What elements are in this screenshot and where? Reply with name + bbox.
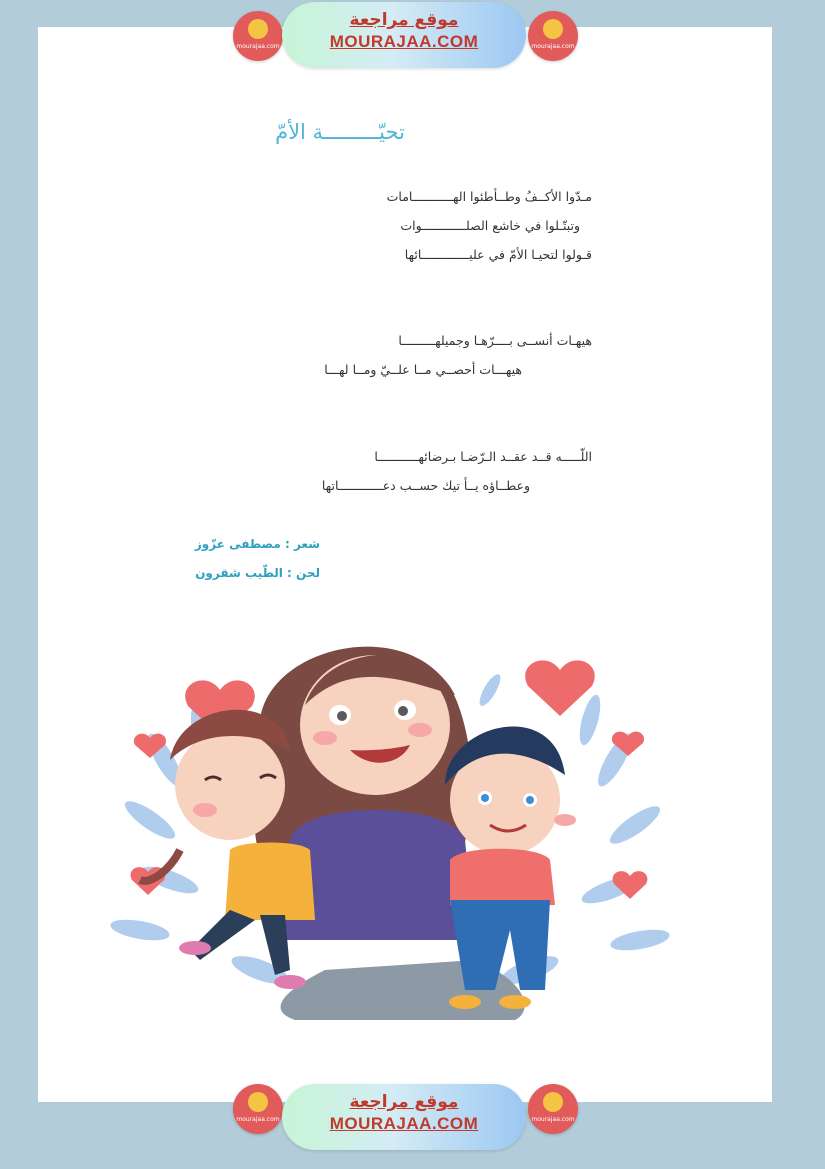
- site-name-latin[interactable]: MOURAJAA.COM: [329, 32, 479, 51]
- site-name-arabic[interactable]: موقع مراجعة: [349, 1092, 459, 1112]
- stanza-3: [250, 442, 592, 500]
- composer-credit: لحن : الطّيب شقرون: [195, 566, 320, 580]
- poet-credit: شعر : مصطفى عزّوز: [194, 537, 320, 551]
- verse-line: هيهـــات أحصــي مــا علــيّ ومــا لهـــا: [324, 362, 522, 377]
- site-logo-left-icon: mourajaa.com: [233, 11, 283, 61]
- verse-line: وعطــاؤه يــأ تيك حســب دعــــــــــــاتها: [321, 478, 530, 493]
- site-banner-bottom[interactable]: [282, 1084, 526, 1150]
- site-name-arabic[interactable]: موقع مراجعة: [349, 10, 459, 30]
- verse-line: قـولوا لتحيـا الأمّ في عليـــــــــــــائها: [404, 247, 592, 262]
- stanza-2: [250, 326, 592, 384]
- site-logo-right-icon: mourajaa.com: [528, 1084, 578, 1134]
- site-name-latin[interactable]: MOURAJAA.COM: [329, 1114, 479, 1133]
- verse-line: مـدّوا الأكــفُ وطــأطئوا الهـــــــــــامات: [386, 189, 592, 204]
- verse-line: اللّـــــه قــد عقــد الـرّضـا بـرضائهـــــــــــا: [374, 449, 592, 464]
- site-logo-left-icon: mourajaa.com: [233, 1084, 283, 1134]
- verse-line: هيهـات أنســى بــــرّهـا وجميلهـــــــــا: [398, 333, 592, 348]
- poem-title: تحيّـــــــــة الأمّ: [275, 120, 405, 144]
- verse-line: وتبتّـلوا في خاشع الصلــــــــــــوات: [400, 218, 580, 233]
- site-logo-right-icon: mourajaa.com: [528, 11, 578, 61]
- mother-children-illustration: [110, 610, 670, 1030]
- site-banner-top[interactable]: [282, 2, 526, 68]
- stanza-1: [250, 182, 592, 269]
